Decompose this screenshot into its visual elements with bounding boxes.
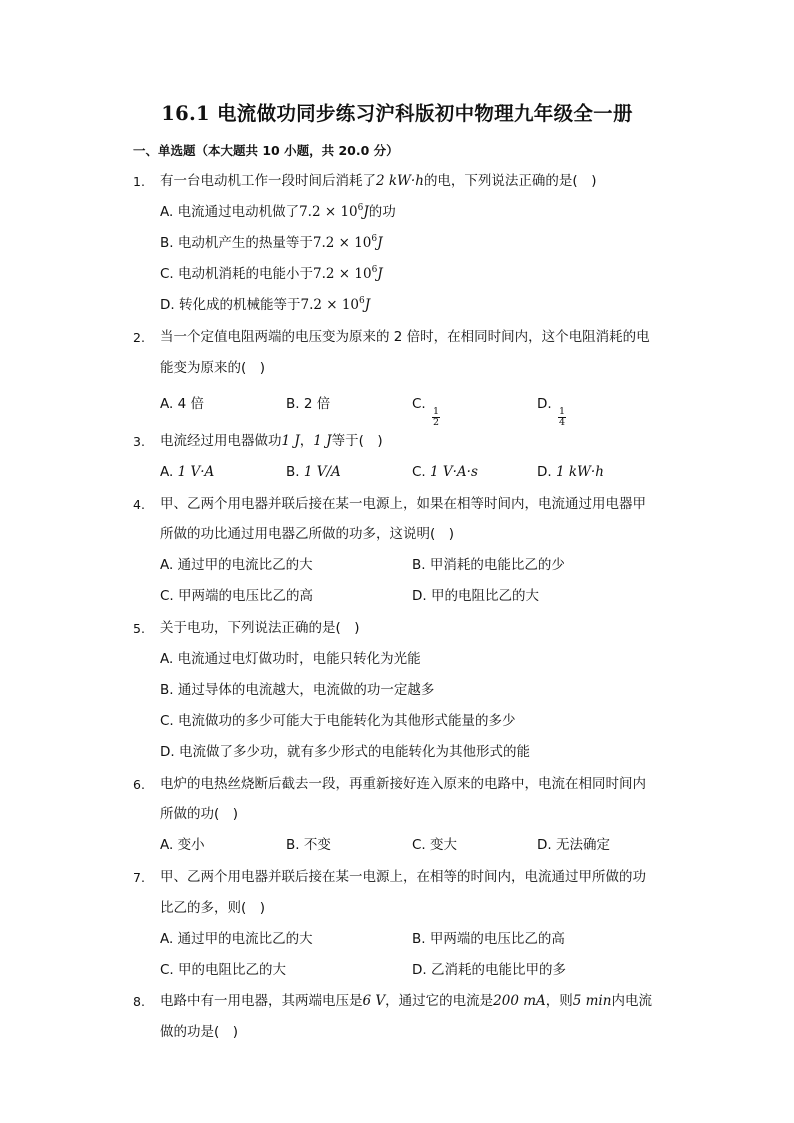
- question-number: 1.: [133, 174, 145, 189]
- question-text: 当一个定值电阻两端的电压变为原来的 2 倍时，在相同时间内，这个电阻消耗的电: [160, 329, 650, 345]
- option-b: B. 甲消耗的电能比乙的少: [412, 557, 565, 573]
- question-text: 有一台电动机工作一段时间后消耗了2 kW·h的电，下列说法正确的是( ): [160, 173, 597, 189]
- question-number: 8.: [133, 994, 145, 1009]
- option-b: B. 1 V/A: [286, 464, 341, 480]
- fraction: $\frac{1}{2}$: [433, 406, 440, 428]
- question-text: 电炉的电热丝烧断后截去一段，再重新接好连入原来的电路中，电流在相同时间内: [160, 776, 646, 792]
- question-text: 关于电功，下列说法正确的是( ): [160, 620, 360, 636]
- option-b: B. 电动机产生的热量等于$7.2 \times 10^6J$: [160, 234, 383, 251]
- option-a: A. 通过甲的电流比乙的大: [160, 931, 313, 947]
- option-a: A. 电流通过电灯做功时，电能只转化为光能: [160, 651, 421, 667]
- option-b: B. 通过导体的电流越大，电流做的功一定越多: [160, 682, 435, 698]
- question-text: 所做的功比通过用电器乙所做的功多，这说明( ): [160, 526, 455, 542]
- question-number: 6.: [133, 777, 145, 792]
- question-text: 甲、乙两个用电器并联后接在某一电源上，在相等的时间内，电流通过甲所做的功: [160, 869, 646, 885]
- option-b: B. 不变: [286, 837, 331, 853]
- option-b: B. 甲两端的电压比乙的高: [412, 931, 565, 947]
- option-d: D. 转化成的机械能等于$7.2 \times 10^6J$: [160, 296, 371, 313]
- option-d: D. 甲的电阻比乙的大: [412, 588, 539, 604]
- option-d: D. 乙消耗的电能比甲的多: [412, 962, 566, 978]
- option-b: B. 2 倍: [286, 396, 331, 412]
- option-a: A. 4 倍: [160, 396, 204, 412]
- option-c: C. 甲的电阻比乙的大: [160, 962, 287, 978]
- option-c: C. $\frac{1}{2}$: [412, 396, 440, 428]
- fraction: $\frac{1}{4}$: [558, 406, 566, 428]
- option-c: C. 1 V·A·s: [412, 464, 478, 480]
- option-a: A. 通过甲的电流比乙的大: [160, 557, 313, 573]
- question-text: 能变为原来的( ): [160, 360, 266, 376]
- question-number: 5.: [133, 621, 145, 636]
- question-number: 3.: [133, 434, 145, 449]
- option-c: C. 电动机消耗的电能小于$7.2 \times 10^6J$: [160, 265, 383, 282]
- question-number: 4.: [133, 497, 145, 512]
- question-text: 所做的功( ): [160, 806, 239, 822]
- option-d: D. 电流做了多少功，就有多少形式的电能转化为其他形式的能: [160, 744, 530, 760]
- option-a: A. 电流通过电动机做了$7.2 \times 10^6J$的功: [160, 203, 396, 220]
- option-a: A. 1 V·A: [160, 464, 215, 480]
- option-a: A. 变小: [160, 837, 205, 853]
- option-c: C. 甲两端的电压比乙的高: [160, 588, 314, 604]
- section-heading: 一、单选题（本大题共 10 小题，共 20.0 分）: [133, 143, 399, 158]
- option-d: D. 1 kW·h: [537, 464, 604, 480]
- option-c: C. 电流做功的多少可能大于电能转化为其他形式能量的多少: [160, 713, 516, 729]
- option-d: D. $\frac{1}{4}$: [537, 396, 566, 428]
- option-d: D. 无法确定: [537, 837, 610, 853]
- question-text: 比乙的多，则( ): [160, 900, 266, 916]
- question-number: 2.: [133, 330, 145, 345]
- question-text: 电路中有一用电器，其两端电压是6 V，通过它的电流是200 mA，则5 min内电流: [160, 993, 652, 1009]
- question-text: 甲、乙两个用电器并联后接在某一电源上，如果在相等时间内，电流通过用电器甲: [160, 496, 646, 512]
- question-text: 电流经过用电器做功1 J，1 J等于( ): [160, 433, 383, 449]
- page-title: 16.1 电流做功同步练习沪科版初中物理九年级全一册: [161, 102, 633, 125]
- question-number: 7.: [133, 870, 145, 885]
- option-c: C. 变大: [412, 837, 458, 853]
- question-text: 做的功是( ): [160, 1024, 239, 1040]
